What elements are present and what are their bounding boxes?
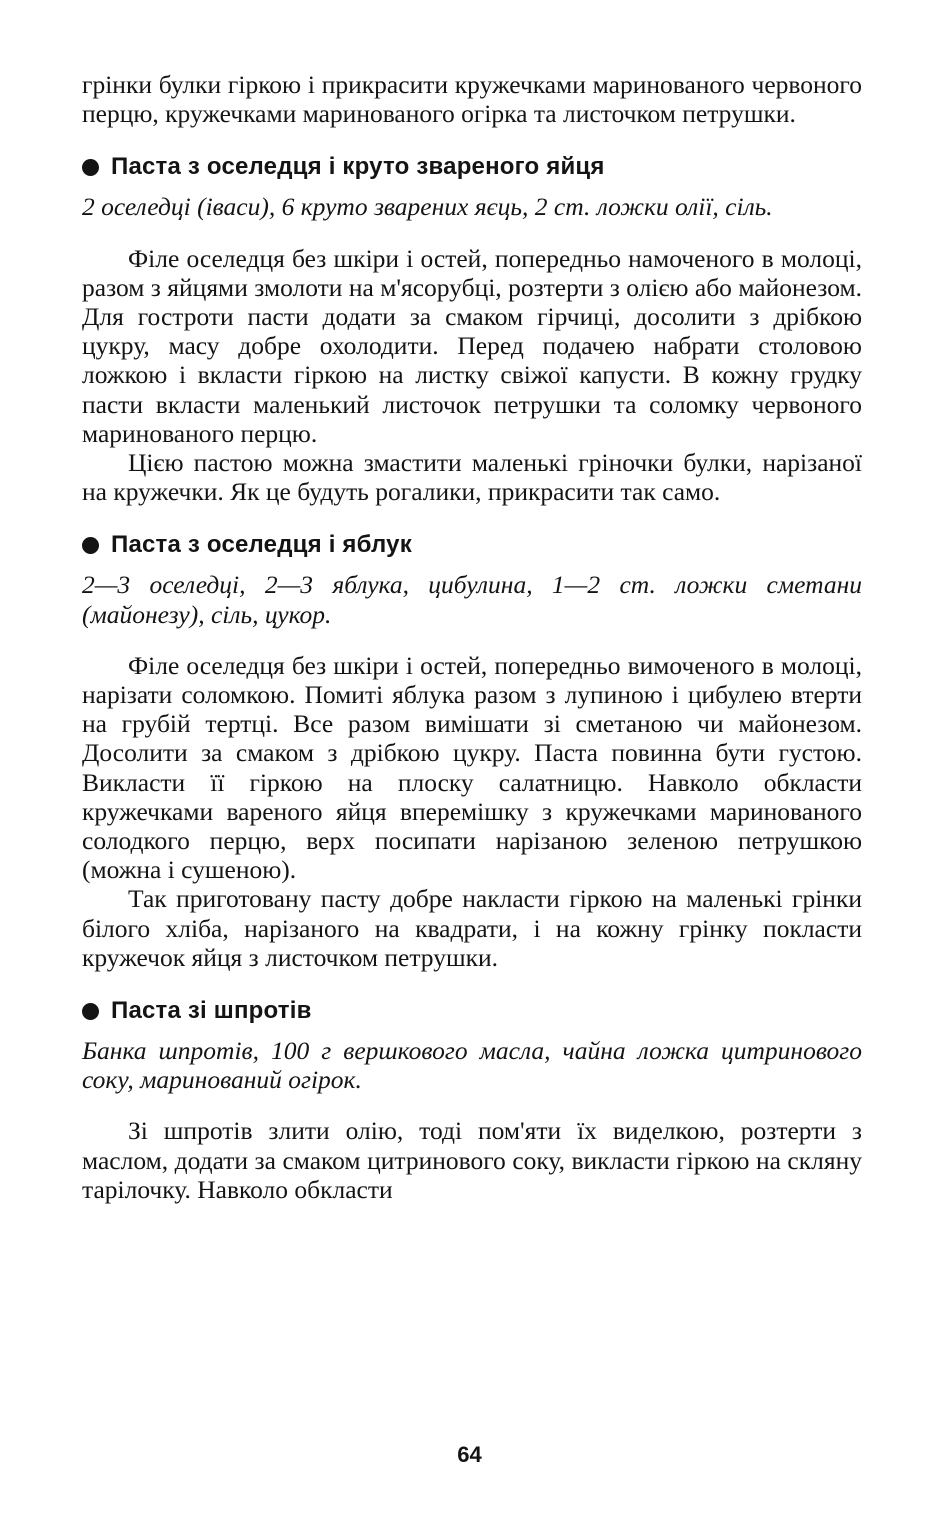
recipe-title <box>82 530 862 560</box>
recipe-paragraph: Філе оселедця без шкіри і остей, попередньо вимоченого в молоці, нарізати соломкою. Помиті яблука разом з лупиною і цибулею втерти на грубій тертці. Все разом вимішати зі сметаною чи майонезом. Досолити за смаком з дрібкою цукру. Паста повинна бути густою. Викласти її гіркою на плоску салатницю. Навколо обкласти кружечками вареного яйця вперемішку з кружечками маринованого солодкого перцю, верх посипати нарізаною зеленою петрушкою (можна і сушеною). <box>82 650 862 885</box>
recipe-ingredients: Банка шпротів, 100 г вершкового масла, чайна ложка цитринового соку, маринований огірок. <box>82 1036 862 1095</box>
recipe-ingredients: 2—3 оселедці, 2—3 яблука, цибулина, 1—2 ст. ложки сметани (майонезу), сіль, цукор. <box>82 570 862 629</box>
recipe-sprats <box>82 996 862 1204</box>
intro-paragraph: грінки булки гіркою і прикрасити кружечками маринованого червоного перцю, кружечками маринованого огірка та листочком петрушки. <box>82 70 862 129</box>
recipe-title <box>82 152 862 182</box>
bullet-icon <box>82 537 99 554</box>
recipe-ingredients: 2 оселедці (іваси), 6 круто зварених яєць, 2 ст. ложки олії, сіль. <box>82 192 773 222</box>
recipe-title <box>82 996 862 1026</box>
recipe-paragraph: Зі шпротів злити олію, тоді пом'яти їх виделкою, розтерти з маслом, додати за смаком цитринового соку, викласти гіркою на скляну тарілочку. Навколо обкласти <box>82 1116 862 1204</box>
bullet-icon <box>82 1003 99 1020</box>
recipe-herring-egg <box>82 152 862 506</box>
recipe-paragraph: Так приготовану пасту добре накласти гіркою на маленькі грінки білого хліба, нарізаного на квадрати, і на кожну грінку покласти кружечок яйця з листочком петрушки. <box>82 884 862 972</box>
recipe-herring-apple <box>82 530 862 972</box>
recipe-paragraph: Філе оселедця без шкіри і остей, попередньо намоченого в молоці, разом з яйцями змолоти на м'ясорубці, розтерти з олією або майонезом. Для гостроти пасти додати за смаком гірчиці, досолити з дрібкою цукру, масу добре охолодити. Перед подачею набрати столовою ложкою і вкласти гіркою на листку свіжої капусти. В кожну грудку пасти вкласти маленький листочок петрушки та соломку червоного маринованого перцю. <box>82 243 862 448</box>
recipe-title-text: Паста зі шпротів <box>111 997 312 1025</box>
recipe-title-text: Паста з оселедця і круто звареного яйця <box>111 153 605 181</box>
bullet-icon <box>82 159 99 176</box>
recipe-title-text: Паста з оселедця і яблук <box>111 531 412 559</box>
page-number: 64 <box>457 1442 482 1467</box>
recipe-paragraph: Цією пастою можна змастити маленькі гріночки булки, нарізаної на кружечки. Як це будуть рогалики, прикрасити так само. <box>82 448 862 507</box>
page-content <box>82 70 862 1204</box>
